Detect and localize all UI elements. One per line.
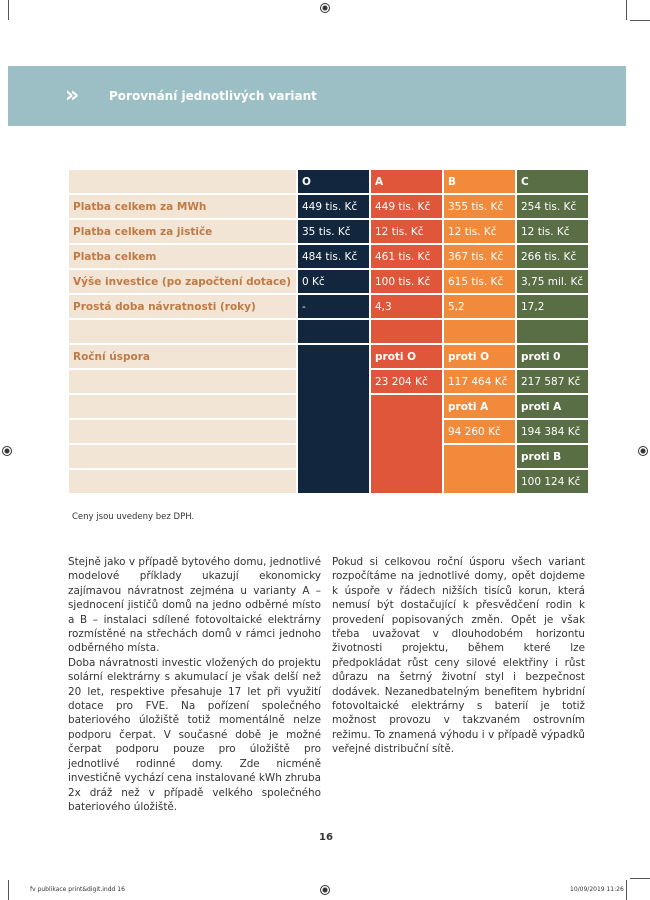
crop-mark	[630, 878, 650, 879]
savings-against: proti 0	[517, 345, 588, 368]
column-header-b: B	[444, 170, 515, 193]
table-cell: 5,2	[444, 295, 515, 318]
section-title: Porovnání jednotlivých variant	[109, 89, 317, 103]
registration-mark-icon	[2, 446, 12, 456]
table-cell	[298, 345, 369, 493]
table-cell	[69, 445, 296, 468]
crop-mark	[8, 880, 9, 900]
column-header-a: A	[371, 170, 442, 193]
savings-value: 94 260 Kč	[444, 420, 515, 443]
row-label: Výše investice (po započtení dotace)	[69, 270, 296, 293]
table-cell: 12 tis. Kč	[517, 220, 588, 243]
savings-value: 100 124 Kč	[517, 470, 588, 493]
savings-label: Roční úspora	[69, 345, 296, 368]
table-cell	[444, 445, 515, 493]
table-cell	[69, 370, 296, 393]
savings-against: proti A	[444, 395, 515, 418]
table-cell: 266 tis. Kč	[517, 245, 588, 268]
savings-against: proti O	[444, 345, 515, 368]
table-cell: 4,3	[371, 295, 442, 318]
column-header-c: C	[517, 170, 588, 193]
crop-mark	[8, 0, 9, 20]
table-cell	[69, 470, 296, 493]
table-cell	[371, 320, 442, 343]
page-number: 16	[319, 832, 333, 843]
table-cell: 449 tis. Kč	[371, 195, 442, 218]
table-row	[69, 220, 588, 243]
savings-against: proti B	[517, 445, 588, 468]
row-label: Prostá doba návratnosti (roky)	[69, 295, 296, 318]
table-cell: 461 tis. Kč	[371, 245, 442, 268]
paragraph: Pokud si celkovou roční úsporu všech variant rozpočítáme na jednotlivé domy, opět dojdeme k úspoře v řádech nižších tisíců korun, která nemusí být dostačující k přesvědčení rodin k provedení popisovaných změn. Opět je však třeba uvažovat v dlouhodobém horizontu životnosti projektu, během které lze předpokládat růst ceny silové elektřiny i růst důrazu na šetrný životní styl i bezpečnost dodávek. Nezanedbatelným benefitem hybridní fotovoltaické elektrárny s baterií je totiž možnost provozu v takzvaném ostrovním režimu. To znamená výhodu i v případě výpadků veřejné distribuční sítě.	[332, 556, 585, 756]
column-header-o: O	[298, 170, 369, 193]
savings-value: 217 587 Kč	[517, 370, 588, 393]
savings-value: 194 384 Kč	[517, 420, 588, 443]
row-label: Platba celkem za jističe	[69, 220, 296, 243]
table-cell: 17,2	[517, 295, 588, 318]
registration-mark-icon	[638, 446, 648, 456]
crop-mark	[626, 880, 627, 900]
table-row	[69, 295, 588, 318]
savings-against: proti A	[517, 395, 588, 418]
table-header-row	[69, 170, 588, 193]
table-cell: 12 tis. Kč	[444, 220, 515, 243]
table-cell: 367 tis. Kč	[444, 245, 515, 268]
table-cell	[444, 320, 515, 343]
savings-against: proti O	[371, 345, 442, 368]
savings-value: 23 204 Kč	[371, 370, 442, 393]
table-row	[69, 245, 588, 268]
savings-value: 117 464 Kč	[444, 370, 515, 393]
price-note: Ceny jsou uvedeny bez DPH.	[72, 512, 195, 522]
table-cell: 449 tis. Kč	[298, 195, 369, 218]
registration-mark-icon	[320, 885, 330, 895]
table-row	[69, 195, 588, 218]
comparison-table	[67, 168, 590, 495]
table-cell: 484 tis. Kč	[298, 245, 369, 268]
text-column-left	[68, 555, 321, 814]
text-column-right	[332, 555, 585, 757]
section-banner	[8, 66, 626, 126]
table-cell: 355 tis. Kč	[444, 195, 515, 218]
table-cell: 254 tis. Kč	[517, 195, 588, 218]
table-cell: 100 tis. Kč	[371, 270, 442, 293]
row-label: Platba celkem za MWh	[69, 195, 296, 218]
paragraph: Doba návratnosti investic vložených do projektu solární elektrárny s akumulací je však delší než 20 let, respektive přesahuje 17 let při využití dotace pro FVE. Na pořízení společného bateriového úložiště totiž momentálně nelze podporu čerpat. V současné době je možné čerpat podporu pouze pro úložiště pro jednotlivé rodinné domy. Zde nicméně investičně vychází cena instalované kWh zhruba 2x dráž než v případě velkého společného bateriového úložiště.	[68, 656, 321, 813]
table-cell: 615 tis. Kč	[444, 270, 515, 293]
slug-file-name: fv publikace print&digit.indd 16	[30, 886, 125, 893]
table-cell	[371, 395, 442, 493]
table-row	[69, 270, 588, 293]
table-header-blank	[69, 170, 296, 193]
table-cell	[69, 420, 296, 443]
table-cell	[517, 320, 588, 343]
table-spacer-row	[69, 320, 588, 343]
savings-row	[69, 345, 588, 368]
table-cell: 12 tis. Kč	[371, 220, 442, 243]
table-cell: 0 Kč	[298, 270, 369, 293]
double-chevron-icon: »	[65, 83, 74, 108]
table-cell: 35 tis. Kč	[298, 220, 369, 243]
registration-mark-icon	[320, 3, 330, 13]
table-cell: 3,75 mil. Kč	[517, 270, 588, 293]
table-cell: -	[298, 295, 369, 318]
slug-timestamp: 10/09/2019 11:26	[570, 886, 624, 893]
paragraph: Stejně jako v případě bytového domu, jednotlivé modelové příklady ukazují ekonomicky zajímavou návratnost zejména u varianty A – sjednocení jističů domů na jedno odběrné místo a B – instalaci sdílené fotovoltaické elektrárny rozmístěné na střechách domů v rámci jednoho odběrného místa.	[68, 556, 321, 655]
table-cell	[69, 320, 296, 343]
table-cell	[298, 320, 369, 343]
row-label: Platba celkem	[69, 245, 296, 268]
table-cell	[69, 395, 296, 418]
crop-mark	[630, 20, 650, 21]
crop-mark	[626, 0, 627, 20]
